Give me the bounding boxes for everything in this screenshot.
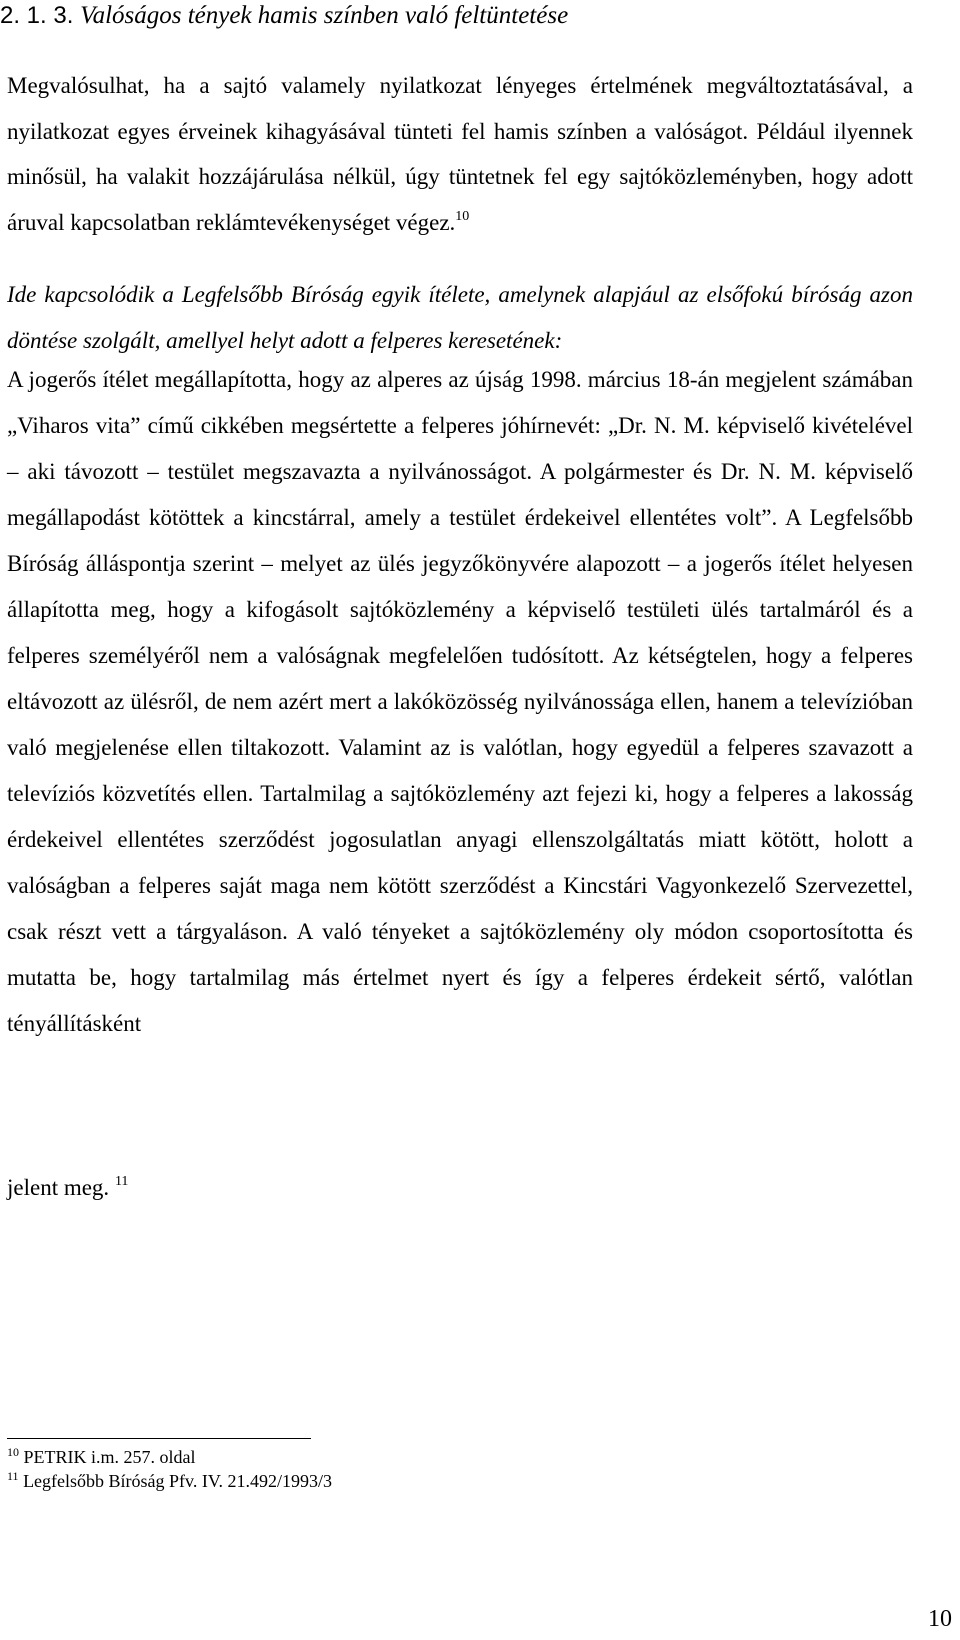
footnote-10: [7, 1446, 196, 1468]
footnote-ref-10[interactable]: 10: [455, 208, 470, 224]
paragraph-case-quote-end: [7, 1173, 128, 1203]
paragraph-case-quote-end-text: jelent meg.: [7, 1175, 110, 1200]
paragraph-intro-text: Megvalósulhat, ha a sajtó valamely nyilatkozat lényeges értelmének megváltoztatásával, a nyilatkozat egyes érveinek kihagyásával tünteti fel hamis színben a valóságot. Például ilyennek minősül, ha valakit hozzájárulása nélkül, úgy tüntetnek fel egy sajtóközleményben, hogy adott áruval kapcsolatban reklámtevékenységet végez.: [7, 73, 913, 235]
page-number: 10: [928, 1606, 952, 1632]
paragraph-case-quote: A jogerős ítélet megállapította, hogy az alperes az újság 1998. március 18-án megjelent számában „Viharos vita” című cikkében megsértette a felperes jóhírnevét: „Dr. N. M. képviselő kivételével – aki távozott – testület megszavazta a nyilvánosságot. A polgármester és Dr. N. M. képviselő megállapodást kötöttek a kincstárral, amely a testület érdekeivel ellentétes volt”. A Legfelsőbb Bíróság álláspontja szerint – melyet az ülés jegyzőkönyvére alapozott – a jogerős ítélet helyesen állapította meg, hogy a kifogásolt sajtóközlemény a képviselő testületi ülés tartalmáról és a felperes személyéről nem a valóságnak megfelelően tudósított. Az kétségtelen, hogy a felperes eltávozott az ülésről, de nem azért mert a lakóközösség nyilvánossága ellen, hanem a televízióban való megjelenése ellen tiltakozott. Valamint az is valótlan, hogy egyedül a felperes szavazott a televíziós közvetítés ellen. Tartalmilag a sajtóközlemény azt fejezi ki, hogy a felperes a lakosság érdekeivel ellentétes szerződést jogosulatlan anyagi ellenszolgáltatás miatt kötött, holott a valóságban a felperes saját maga nem kötött szerződést a Kincstári Vagyonkezelő Szervezettel, csak részt vett a tárgyaláson. A való tényeket a sajtóközlemény oly módon csoportosította és mutatta be, hogy tartalmilag más értelmet nyert és így a felperes érdekeit sértő, valótlan tényállításként: [7, 367, 913, 1036]
footnote-number: 11: [7, 1469, 19, 1483]
footnote-text: Legfelsőbb Bíróság Pfv. IV. 21.492/1993/3: [23, 1471, 333, 1491]
footnote-number: 10: [7, 1445, 19, 1459]
section-number: 2. 1. 3.: [0, 2, 74, 29]
footnote-text: PETRIK i.m. 257. oldal: [23, 1447, 196, 1467]
paragraph-case-intro: Ide kapcsolódik a Legfelsőbb Bíróság egyik ítélete, amelynek alapjául az elsőfokú bíróság azon döntése szolgált, amellyel helyt adott a felperes keresetének:: [7, 282, 913, 353]
section-title: Valóságos tények hamis színben való feltüntetése: [80, 2, 569, 29]
section-heading: [0, 0, 568, 32]
footnote-11: [7, 1470, 332, 1492]
footnote-ref-11[interactable]: 11: [114, 1174, 129, 1189]
footnote-divider: [7, 1438, 311, 1439]
paragraph-intro: [7, 63, 913, 245]
